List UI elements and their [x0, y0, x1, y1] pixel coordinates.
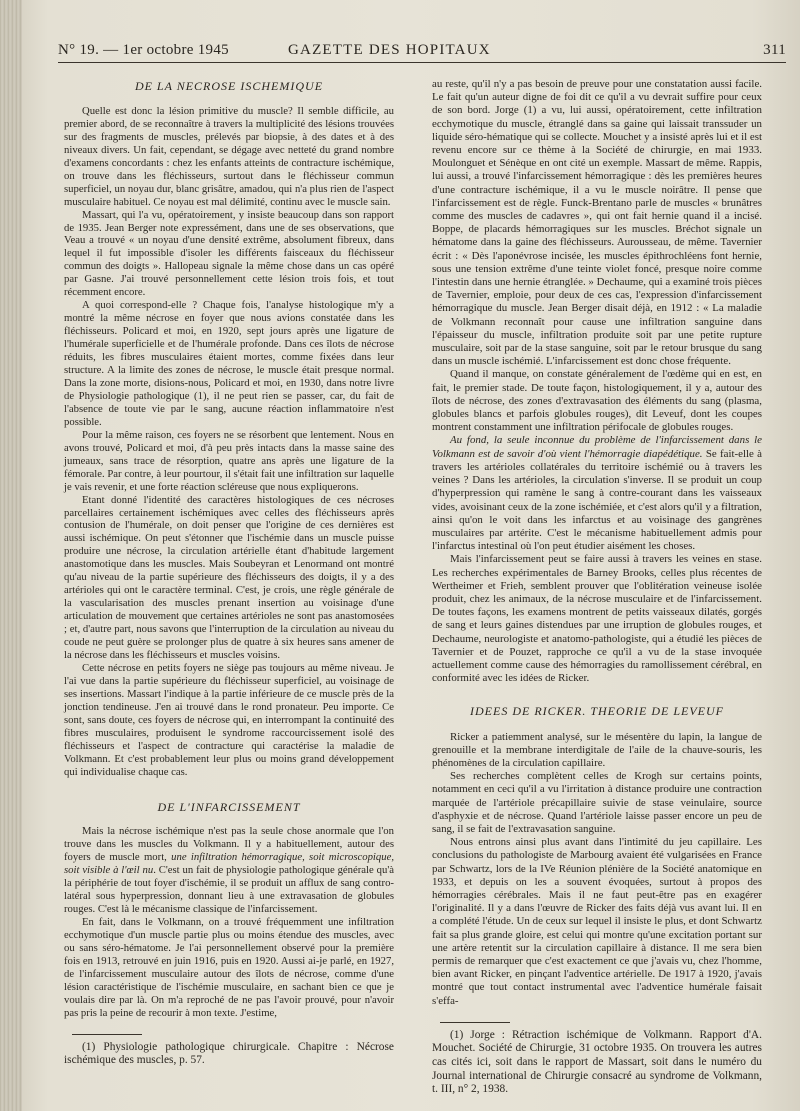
paragraph: Cette nécrose en petits foyers ne siège pas toujours au même niveau. Je l'ai vue dans la partie supérieure du fléchisseur superficiel, au voisinage de ses insertions. Massart l'indique à la partie inférieure de ce muscle près de la jonction tendineuse. J'en ai trouvé dans le rond pronateur. Peu importe. Ce sont, sans doute, ces foyers de nécrose qui, en interrompant la continuité des fibres musculaires, produisent le syndrome raccourcissement isolé des fléchisseurs et l'aspect de contracture qui caractérise la maladie de Volkmann. Et c'est probablement leur plus ou moins grand développement qui individualise chaque cas.: [64, 661, 394, 778]
text-run: . C'est un fait de physiologie pathologique générale qu'à la périphérie de tout foyer d'ischémie, il se produit un afflux de sang contro-latéral sous hyperpression, donnant lieu à une extravasation de globules rouges. C'est là le mécanisme classique de l'infarcissement.: [64, 864, 394, 916]
paragraph: A quoi correspond-elle ? Chaque fois, l'analyse histologique m'y a montré la même nécrose en foyer que nous avions constatée dans les fléchisseurs. Policard et moi, en 1920, sept jours après une ligature de l'humérale superficielle et de l'humérale profonde. Dans ces îlots de nécrose réduits, les fibres musculaires étaient mortes, comme fixées dans leur structure. A la limite des zones de nécrose, le muscle était presque normal. Dans la zone morte, disions-nous, Policard et moi, en 1930, dans notre livre de Physiologie pathologique (1), il ne peut rien se passer, car, du fait de l'absence de toute vie par le sang, aucune réaction inflammatoire n'est possible.: [64, 299, 394, 428]
binding-edge: [0, 0, 22, 1111]
paragraph: Etant donné l'identité des caractères histologiques de ces nécroses parcellaires certainement ischémiques avec celles des fléchisseurs après contusion de l'humérale, on doit penser que l'origine de ces dernières est aussi ischémique. On peut s'étonner que l'ischémie dans un muscle puisse produire une nécrose, la circulation artérielle étant d'habitude largement anastomotique dans les muscles. Mais Soubeyran et Lenormand ont montré qu'au niveau de la partie supérieure des fléchisseurs des doigts, il y a des artérioles qui ont le caractère terminal. C'est, je crois, une règle générale de la vascularisation des muscles prenant insertion au voisinage d'une articulation de mouvement que certaines artérioles ne sont pas anastomosées ; et, d'autre part, nous savons que l'interruption de la circulation au niveau du coude ne peut guère se prolonger plus de quatre à six heures sans amener de la nécrose dans les fléchisseurs et muscles voisins.: [64, 493, 394, 661]
paragraph: Mais l'infarcissement peut se faire aussi à travers les veines en stase. Les recherches expérimentales de Barney Brooks, celles plus récentes de Wertheimer et Frieh, semblent prouver que l'oblitération veineuse isolée produit, chez les animaux, de la nécrose musculaire et de l'infarcissement. De toutes façons, les examens montrent de petits vaisseaux dilatés, gorgés de sang et leurs gaines distendues par une irruption de globules rouges, et Dechaume, neurologiste et anatomo-pathologiste, qui a étudié les pièces de Tavernier et de Pouzet, rapproche ce qu'il a vu de la stase invoquée actuellement comme cause des hémorragies du ramollissement cérébral, en conformité avec les idées de Ricker.: [432, 553, 762, 685]
text-run: Mais la nécrose ischémique n'est pas la seule chose anormale que l'on trouve dans les muscles du Volkmann. Il y a habituellement, autour des foyers de muscle mort,: [64, 825, 394, 864]
right-column: [432, 78, 762, 1097]
paragraph: au reste, qu'il n'y a pas besoin de preuve pour une constatation aussi facile. Le fait qu'un auteur digne de foi dit ce qu'il a vu devrait suffire pour ceux de son bord. Jorge (1) a vu, lui aussi, opératoirement, cette infiltration ecchymotique du muscle, étranglé dans sa gaine qui laissait transsuder un liquide séro-hématique qui se collecte. Mouchet y a insisté après lui et il est revenu encore sur ce thème à la Société de chirurgie, en mai 1933. Moulonguet et Sénèque en ont cité un exemple. Massart de même. Rappis, lui aussi, a trouvé l'infarcissement hémorragique : dès les premières heures d'une contracture ischémique, il a vu le muscle noirâtre. Il pense que l'infarcissement est de règle. Funck-Brentano parle de muscles « brunâtres comme des muscles de cadavres », qui ont fait hernie quand il a incisé. Boppe, de placards hémorragiques sur les muscles. Bréchot signale un hématome dans la gaine des fléchisseurs. Aurousseau, de même. Tavernier écrit : « Dès l'aponévrose incisée, les muscles épithrochléens font hernie, sous une tension extrême d'une teinte violet foncé, presque noire comme l'intestin dans une hernie étranglée. » Dechaume, qui a examiné trois pièces de Tavernier, emploie, pour deux de ces cas, l'expression d'infarcissement hémorragique du muscle. Jean Berger disait déjà, en 1912 : « La maladie de Volkmann reconnaît pour cause une infiltration sanguine dans l'épaisseur du muscle, infiltration produite soit par une petite rupture musculaire, soit par de la stase sanguine, soit par le retour brusque du sang dans un muscle ischémié. L'infarcissement est donc chose fréquente.: [432, 78, 762, 368]
paragraph: En fait, dans le Volkmann, on a trouvé fréquemment une infiltration ecchymotique d'un muscle partie plus ou moins étendue des muscles, avec ou sans séro-hématome. Je l'ai personnellement observé pour la première fois en 1913, retrouvé en juin 1916, puis en 1920. Aussi ai-je parlé, en 1927, de l'infarcissement musculaire autour des îlots de nécrose, comme d'une lésion caractéristique de l'ischémie musculaire, en sachant bien ce que je voulais dire par là. On m'a reproché de ne pas l'avoir prouvé, pour n'avoir pas pris la peine de recourir à mon texte. J'estime,: [64, 916, 394, 1019]
section-heading-ricker: IDEES DE RICKER. THEORIE DE LEVEUF: [470, 704, 724, 719]
italic-text-run: une infiltration hémorragique, soit microscopique, soit visible à l'œil nu: [64, 851, 394, 877]
footnote: (1) Physiologie pathologique chirurgicale. Chapitre : Nécrose ischémique des muscles, p. 57.: [64, 1040, 394, 1067]
footnote: (1) Jorge : Rétraction ischémique de Volkmann. Rapport d'A. Mouchet. Société de Chirurgie, 31 octobre 1935. On trouvera les autres cas cités ici, soit dans le rapport de Massart, soit dans le numéro du Journal international de Chirurgie consacré au syndrome de Volkmann, t. III, n° 2, 1938.: [432, 1028, 762, 1096]
paragraph: Nous entrons ainsi plus avant dans l'intimité du jeu capillaire. Les conclusions du pathologiste de Marbourg avaient été vulgarisées en France par Schwartz, lors de la IVe Réunion plénière de la Société anatomique en 1933, et depuis on les a souvent évoquées, surtout à propos des hémorragies cérébrales. Mais il ne faut peut-être pas en exagérer l'originalité. Il y a dans l'œuvre de Ricker des faits déjà vus avant lui. Il en a complété l'étude. Un de ceux sur lequel il insiste le plus, et dont Schwartz fait sa plus grande gloire, est celui qui montre qu'une excitation portant sur une artère retentit sur la circulation capillaire à distance. Il me sera bien permis de remarquer que c'est exactement ce que j'avais vu, chez l'homme, bien avant Ricker, en pinçant l'adventice artérielle. De 1917 à 1920, j'avais montré que tout contact instrumental avec l'adventice humérale faisait s'effa-: [432, 836, 762, 1007]
issue-number: N° 19. — 1er octobre 1945: [58, 42, 229, 58]
paragraph: Massart, qui l'a vu, opératoirement, y insiste beaucoup dans son rapport de 1935. Jean Berger note expressément, dans une de ses observations, que Veau a trouvé « un noyau d'une densité extrême, absolument fibreux, dans lequel il fut impossible d'isoler les différents faisceaux du fléchisseur commun des doigts ». Hallopeau signale la même chose dans un cas opéré par Gasne. J'ai trouvé personnellement cette lésion trois fois, et tout récemment encore.: [64, 208, 394, 299]
section-heading-necrose: DE LA NECROSE ISCHEMIQUE: [134, 79, 324, 93]
paragraph: Ses recherches complètent celles de Krogh sur certains points, notamment en ceci qu'il a vu l'irritation à distance produire une contraction marquée de l'artériole précapillaire suivie de stase veinulaire, source d'asphyxie et de nécrose. Quand l'artériole laisse passer encore un peu de sang, il se fait de l'extravasation sanguine.: [432, 770, 762, 835]
running-header: [58, 40, 786, 62]
paragraph: [64, 825, 394, 916]
journal-title: GAZETTE DES HOPITAUX: [288, 42, 491, 58]
paragraph: Quand il manque, on constate généralement de l'œdème qui en est, en fait, le premier stade. De toute façon, histologiquement, il y a, autour des îlots de nécrose, des zones d'extravasation des éléments du sang (plasma, globules blancs et parfois globules rouges), dit Leveuf, dont les coupes montrent constamment une infiltration périfocale de globules rouges.: [432, 368, 762, 434]
text-run: Se fait-elle à travers les artérioles collatérales du territoire ischémié ou à travers les veines ? Dans les artérioles, la circulation s'inverse. Il se produit un coup d'hyperpression qui ramène le sang à contre-courant dans les vaisseaux vides, avoisinant ceux de la zone ischémiée, et c'est alors qu'il y a filtration, ainsi qu'on le voit dans les infarctus et au voisinage des gangrènes musculaires par artérite. C'est le mécanisme habituellement admis pour l'infarctus intestinal où l'on peut étudier aisément les choses.: [432, 447, 762, 553]
left-column: [64, 78, 394, 1068]
paragraph: Quelle est donc la lésion primitive du muscle? Il semble difficile, au premier abord, de se reconnaître à travers la multiplicité des lésions trouvées sur des fragments de muscles, prélevés par biopsie, à des dates et à des niveaux divers. Un fait, cependant, se dégage avec netteté du grand nombre d'examens concordants : chez les enfants atteints de contracture ischémique, on trouve dans les fléchisseurs, surtout dans le fléchisseur commun superficiel, un noyau dur, blanc grisâtre, amadou, qui n'a plus rien de l'aspect musculaire habituel. Ce noyau est mal délimité, continu avec le muscle sain.: [64, 104, 394, 208]
italic-text-run: Au fond, la seule inconnue du problème de l'infarcissement dans le Volkmann est de savoir d'où vient l'hémorragie diapédétique.: [432, 434, 762, 460]
section-heading-infarcissement: DE L'INFARCISSEMENT: [157, 799, 301, 814]
footnote-rule: [72, 1034, 142, 1035]
paragraph: Ricker a patiemment analysé, sur le mésentère du lapin, la langue de grenouille et la membrane interdigitale de l'aile de la chauve-souris, les phénomènes de la circulation capillaire.: [432, 730, 762, 769]
page-number: 311: [763, 42, 786, 58]
header-rule: [58, 62, 786, 63]
footnote-rule: [440, 1022, 510, 1023]
paragraph: Pour la même raison, ces foyers ne se résorbent que lentement. Nous en avons trouvé, Policard et moi, d'à peu près intacts dans la masse saine des jumeaux, sans trace de résorption, quatre ans après une ligature de la fémorale. Par contre, à leur pourtour, il s'était fait une infiltration sur laquelle je vais revenir, et une forte réaction scléreuse que nous expliquerons.: [64, 428, 394, 493]
paragraph: [432, 434, 762, 553]
